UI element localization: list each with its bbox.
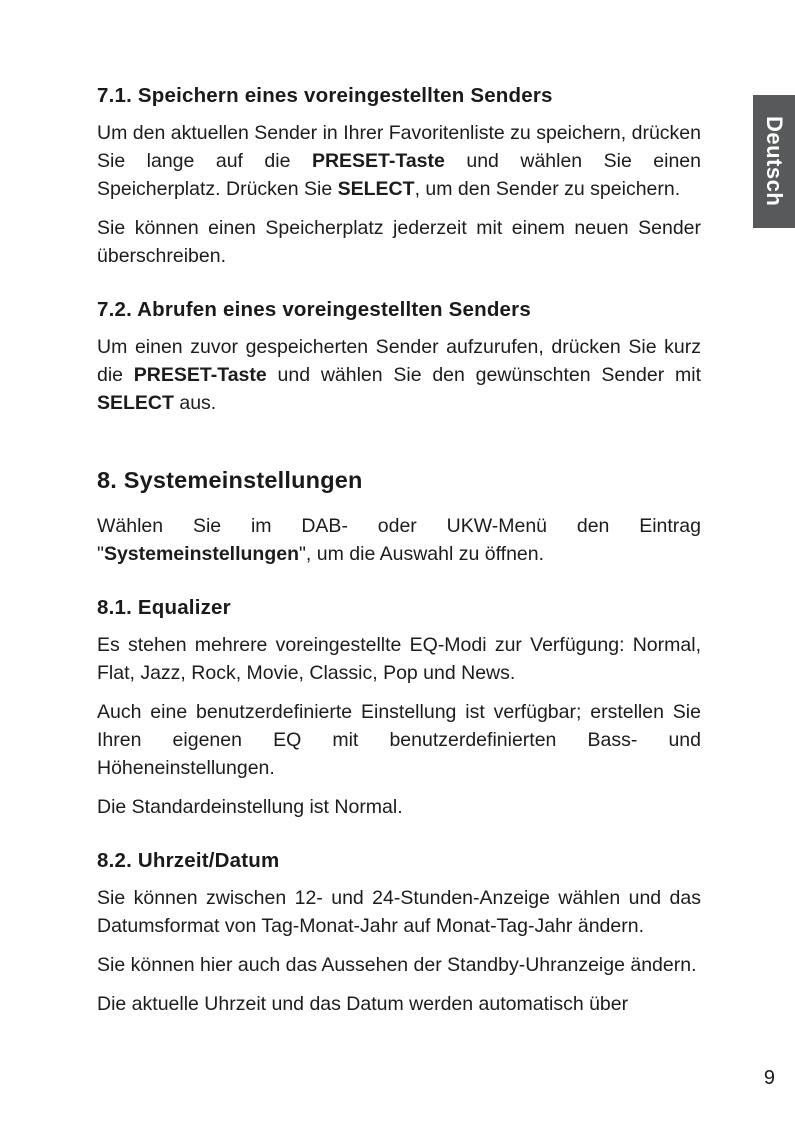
heading-7-1: 7.1. Speichern eines voreingestellten Senders <box>97 84 553 107</box>
text-run-bold-select: SELECT <box>337 178 415 200</box>
text-run: , um den Sender zu speichern. <box>414 178 681 200</box>
paragraph-7-1-1 <box>97 119 701 203</box>
paragraph-7-1-2: Sie können einen Speicherplatz jederzeit mit einem neuen Sender überschreiben. <box>97 217 701 267</box>
text-run: Um den aktuellen Sender in Ihrer Favoritenliste zu speichern, drücken Sie lange auf die <box>97 122 701 172</box>
text-run: und wählen Sie einen Speicherplatz. Drücken Sie <box>97 150 701 200</box>
text-run: Wählen Sie im DAB- oder UKW-Menü den Eintrag " <box>97 515 701 565</box>
language-tab <box>753 95 795 228</box>
heading-8: 8. Systemeinstellungen <box>97 467 363 493</box>
paragraph-8-1 <box>97 512 701 568</box>
text-run: aus. <box>173 392 217 414</box>
heading-8-2: 8.2. Uhrzeit/Datum <box>97 849 280 872</box>
paragraph-8-1-1: Es stehen mehrere voreingestellte EQ-Modi zur Verfügung: Normal, Flat, Jazz, Rock, Movie, Classic, Pop und News. <box>97 634 701 684</box>
paragraph-8-2-3: Die aktuelle Uhrzeit und das Datum werden automatisch über <box>97 993 629 1015</box>
paragraph-8-2-1: Sie können zwischen 12- und 24-Stunden-Anzeige wählen und das Datumsformat von Tag-Monat-Jahr auf Monat-Tag-Jahr ändern. <box>97 887 701 937</box>
text-run: und wählen Sie den gewünschten Sender mit <box>266 364 701 386</box>
page-content <box>97 58 701 1029</box>
text-run: Um einen zuvor gespeicherten Sender aufzurufen, drücken Sie kurz die <box>97 336 701 386</box>
paragraph-7-2-1 <box>97 333 701 417</box>
page-number: 9 <box>763 1067 775 1089</box>
text-run-bold-preset: PRESET-Taste <box>311 150 445 172</box>
text-run-bold-systemeinstellungen: Systemeinstellungen <box>103 543 299 565</box>
paragraph-8-1-3: Die Standardeinstellung ist Normal. <box>97 796 403 818</box>
text-run-bold-preset: PRESET-Taste <box>133 364 267 386</box>
text-run: ", um die Auswahl zu öffnen. <box>299 543 545 565</box>
text-run-bold-select: SELECT <box>97 392 174 414</box>
heading-8-1: 8.1. Equalizer <box>97 596 231 619</box>
heading-7-2: 7.2. Abrufen eines voreingestellten Senders <box>97 298 531 321</box>
paragraph-8-1-2: Auch eine benutzerdefinierte Einstellung ist verfügbar; erstellen Sie Ihren eigenen EQ mit benutzerdefinierten Bass- und Höheneinstellungen. <box>97 701 701 779</box>
paragraph-8-2-2: Sie können hier auch das Aussehen der Standby-Uhranzeige ändern. <box>97 954 697 976</box>
language-tab-label: Deutsch <box>762 116 787 207</box>
